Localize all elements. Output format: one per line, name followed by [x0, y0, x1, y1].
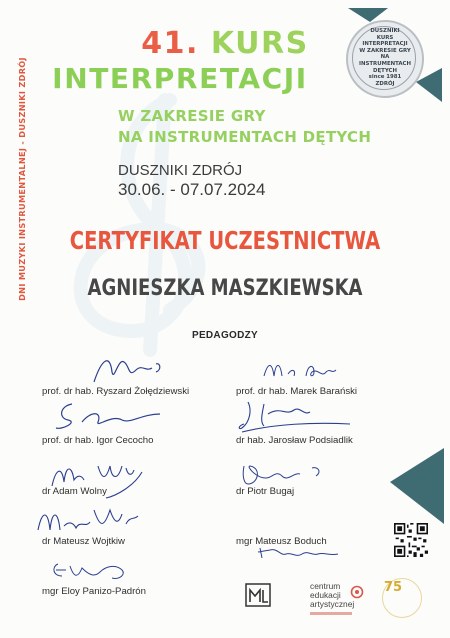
teacher-name: dr hab. Jarosław Podsiadlik	[236, 435, 353, 446]
teacher-name: dr Mateusz Wojtkiw	[42, 536, 125, 547]
cea-logo-icon	[350, 585, 364, 599]
course-interpretacji: INTERPRETACJI	[52, 62, 308, 95]
teacher-name: prof. dr hab. Igor Cecocho	[42, 435, 154, 446]
corner-triangle-right	[390, 448, 444, 524]
signature-zoledziewski	[90, 352, 170, 386]
teacher-name: dr Piotr Bugaj	[236, 486, 295, 497]
course-dates: 30.06. - 07.07.2024	[118, 180, 266, 199]
teacher-name: mgr Mateusz Boduch	[236, 536, 327, 547]
participant-name: AGNIESZKA MASZKIEWSKA	[87, 276, 363, 301]
signature-baranski	[262, 358, 342, 384]
course-city: DUSZNIKI ZDRÓJ	[118, 162, 243, 179]
course-stamp	[346, 20, 424, 98]
anniversary-number: 75	[384, 580, 403, 595]
teacher-name: prof. dr hab. Marek Barański	[236, 386, 358, 397]
stamp-text: DUSZNIKI KURS INTERPRETACJI W ZAKRESIE GRY NA INSTRUMENTACH DĘTYCH since 1981 ZDRÓJ	[358, 28, 412, 87]
cea-logo-text: centrum edukacji artystycznej	[310, 581, 355, 609]
signature-panizo-padron	[48, 556, 132, 586]
course-line4: NA INSTRUMENTACH DĘTYCH	[118, 128, 372, 146]
side-text: DNI MUZYKI INSTRUMENTALNEJ - DUSZNIKI ZDRÓJ	[17, 57, 27, 301]
cea-logo-bar	[310, 612, 352, 615]
teacher-name: dr Adam Wolny	[42, 486, 107, 497]
course-kurs: KURS	[210, 26, 309, 61]
teachers-heading: PEDAGODZY	[191, 330, 259, 341]
school-logo-icon	[244, 582, 272, 612]
signature-podsiadlik	[234, 396, 354, 436]
course-line3: W ZAKRESIE GRY	[118, 107, 266, 125]
certificate-title: CERTYFIKAT UCZESTNICTWA	[69, 226, 381, 255]
teacher-name: prof. dr hab. Ryszard Żołędziewski	[42, 386, 190, 397]
teacher-name: mgr Eloy Panizo-Padrón	[42, 586, 146, 597]
course-number: 41.	[141, 26, 199, 61]
signature-cecocho	[52, 400, 164, 434]
signature-wojtkiw	[34, 502, 144, 538]
qr-code-icon	[394, 523, 428, 557]
